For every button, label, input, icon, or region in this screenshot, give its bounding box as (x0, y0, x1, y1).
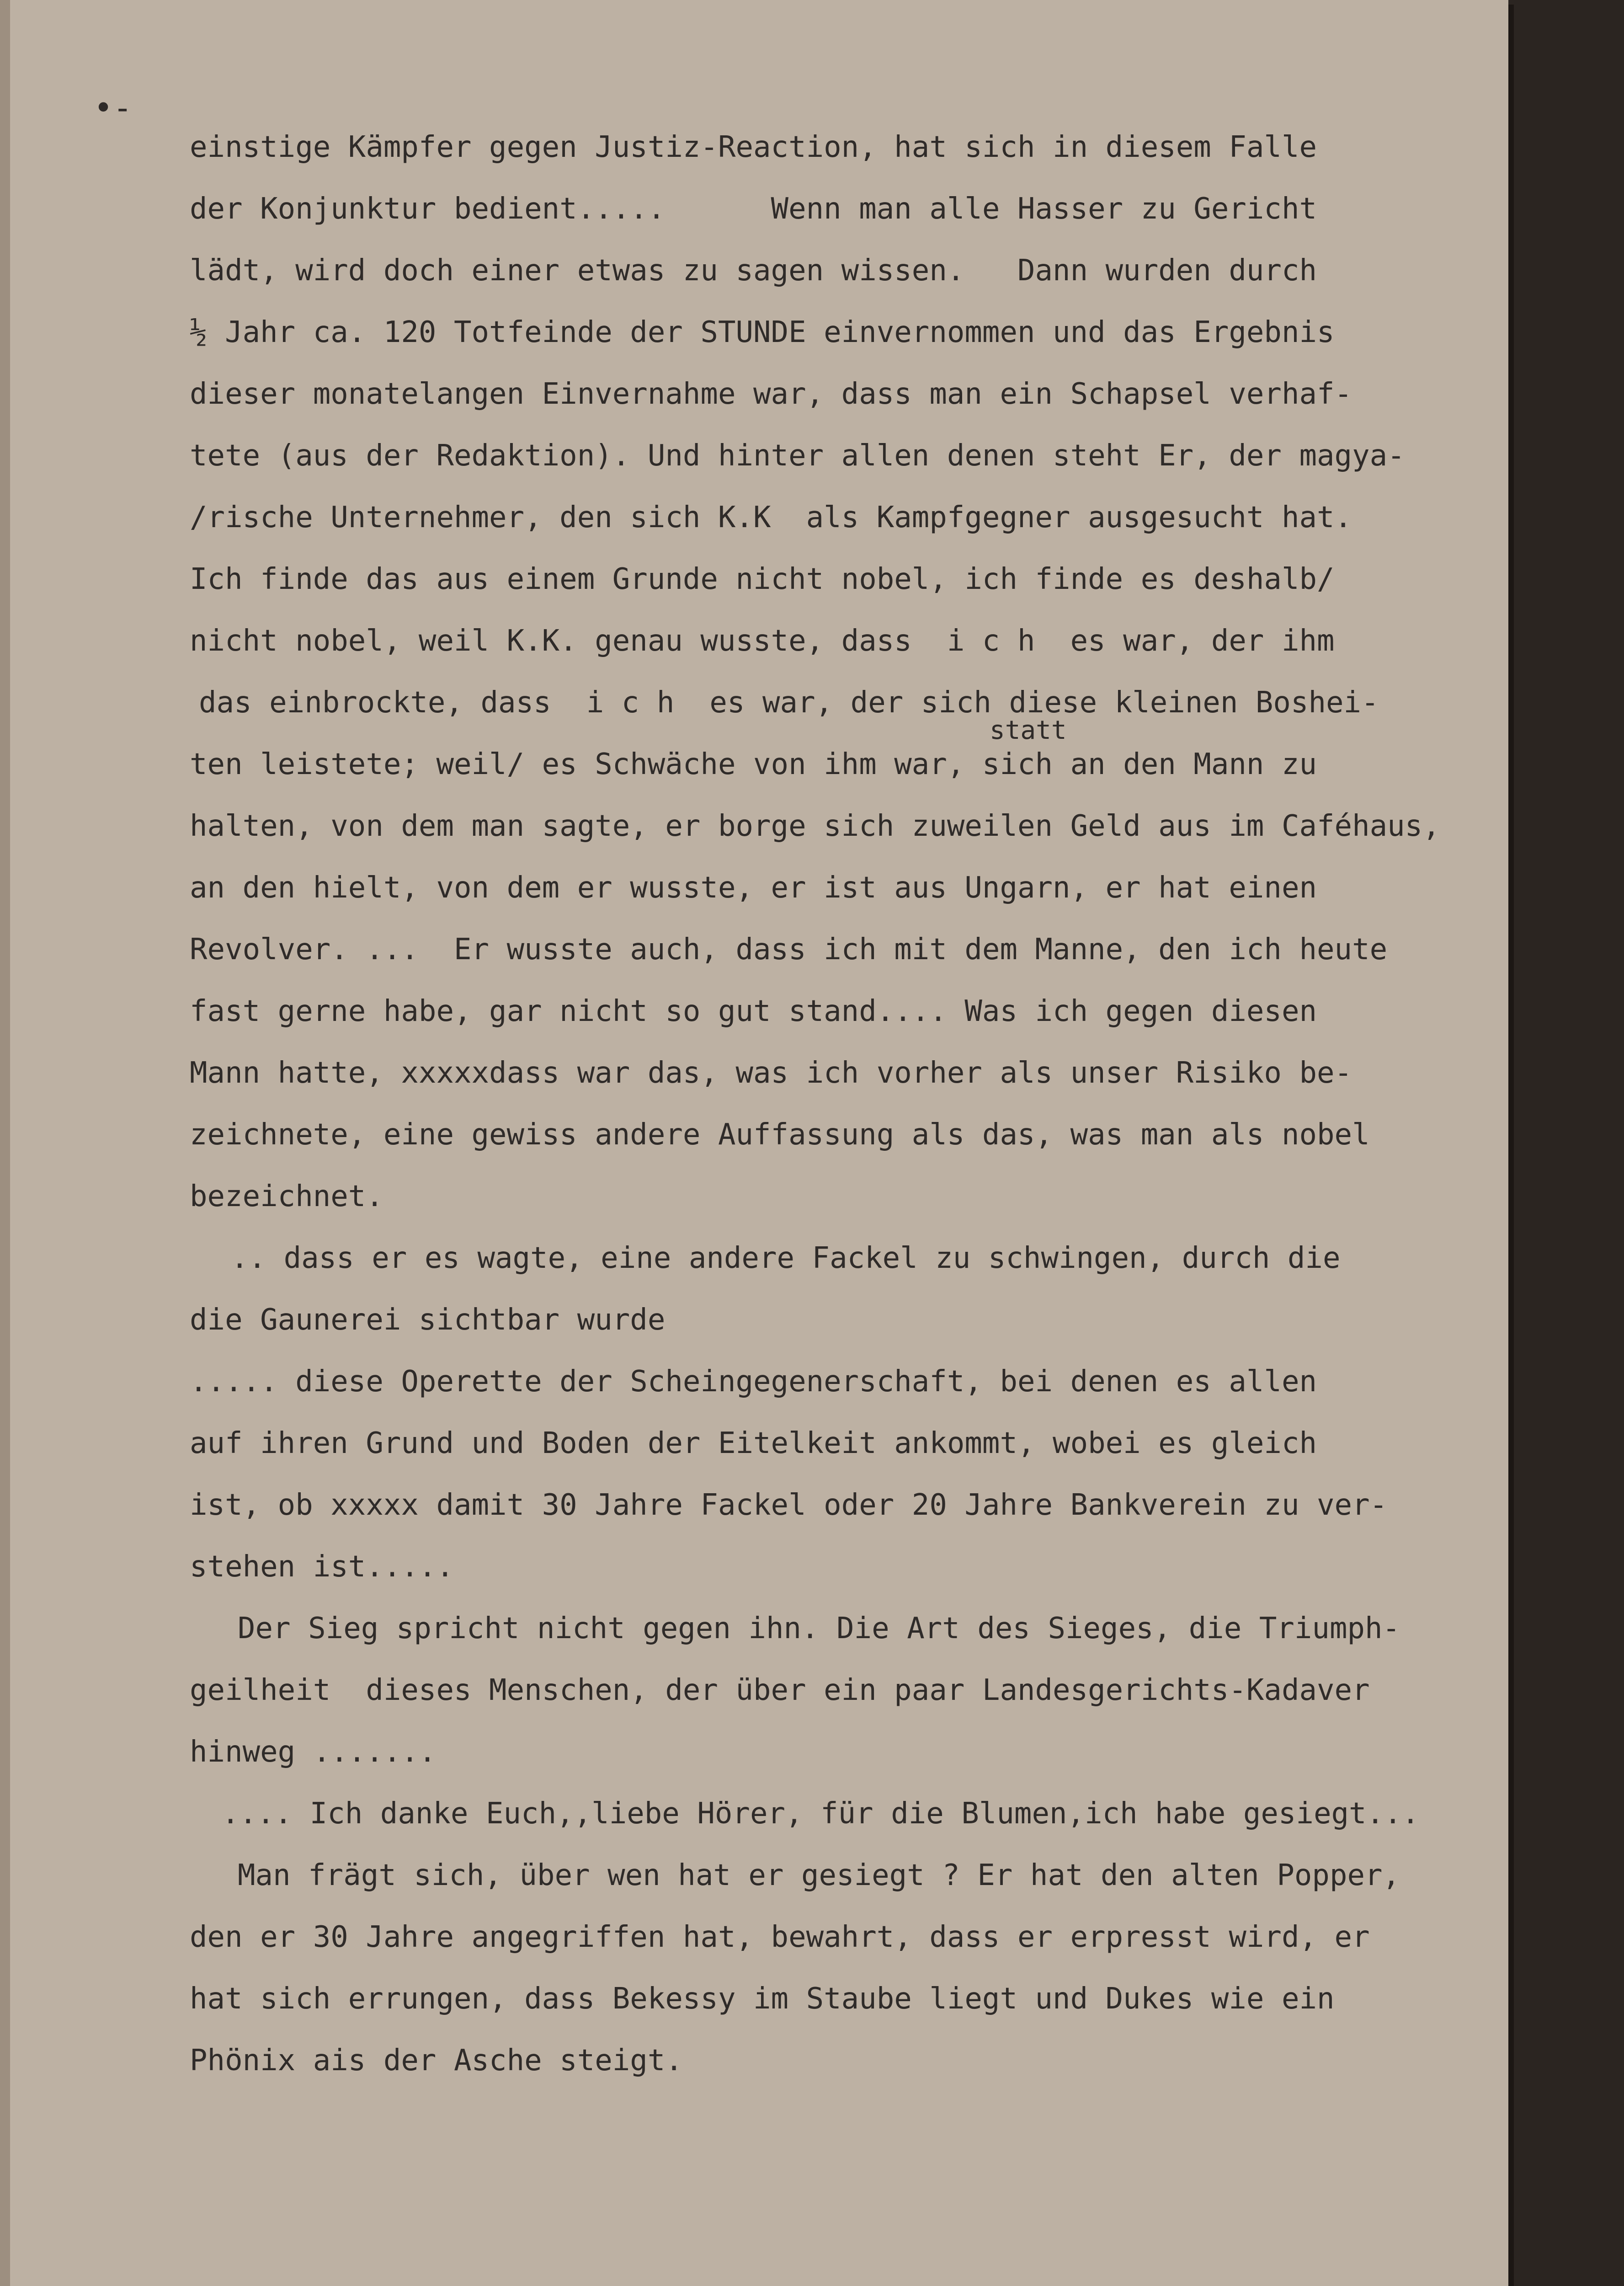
text-line: .... Ich danke Euch,,liebe Hörer, für die Blumen,ich habe gesiegt... (222, 1797, 1420, 1831)
text-line: tete (aus der Redaktion). Und hinter allen denen steht Er, der magya- (190, 439, 1405, 473)
text-line: nicht nobel, weil K.K. genau wusste, dass i c h es war, der ihm (190, 624, 1335, 658)
text-line: dieser monatelangen Einvernahme war, dass man ein Schapsel verhaf- (190, 377, 1352, 411)
text-line: ist, ob xxxxx damit 30 Jahre Fackel oder 20 Jahre Bankverein zu ver- (190, 1488, 1388, 1522)
text-line: ..... diese Operette der Scheingegenerschaft, bei denen es allen (190, 1365, 1317, 1399)
text-line: Phönix ais der Asche steigt. (190, 2044, 683, 2078)
text-line: Der Sieg spricht nicht gegen ihn. Die Art des Sieges, die Triumph- (238, 1612, 1400, 1645)
text-line: Revolver. ... Er wusste auch, dass ich mit dem Manne, den ich heute (190, 933, 1388, 967)
text-line: bezeichnet. (190, 1180, 383, 1213)
text-line: hat sich errungen, dass Bekessy im Staube liegt und Dukes wie ein (190, 1982, 1335, 2016)
text-line: zeichnete, eine gewiss andere Auffassung als das, was man als nobel (190, 1118, 1370, 1152)
text-line: lädt, wird doch einer etwas zu sagen wissen. Dann wurden durch (190, 254, 1317, 288)
text-line: stehen ist..... (190, 1550, 454, 1584)
interlinear-correction: statt (990, 716, 1067, 745)
text-line: .. dass er es wagte, eine andere Fackel zu schwingen, durch die (231, 1241, 1341, 1275)
text-line: geilheit dieses Menschen, der über ein paar Landesgerichts-Kadaver (190, 1673, 1370, 1707)
text-line: auf ihren Grund und Boden der Eitelkeit ankommt, wobei es gleich (190, 1426, 1317, 1460)
text-line: halten, von dem man sagte, er borge sich zuweilen Geld aus im Caféhaus, (190, 809, 1440, 843)
text-line: einstige Kämpfer gegen Justiz-Reaction, hat sich in diesem Falle (190, 130, 1317, 164)
text-line: Man frägt sich, über wen hat er gesiegt ? Er hat den alten Popper, (238, 1859, 1400, 1892)
corner-mark: •- (94, 89, 133, 127)
text-line: ½ Jahr ca. 120 Totfeinde der STUNDE einvernommen und das Ergebnis (190, 315, 1335, 349)
text-line: die Gaunerei sichtbar wurde (190, 1303, 666, 1337)
text-line: das einbrockte, dass i c h es war, der sich diese kleinen Boshei- (199, 686, 1379, 720)
text-line: an den hielt, von dem er wusste, er ist aus Ungarn, er hat einen (190, 871, 1317, 905)
text-line: der Konjunktur bedient..... Wenn man alle Hasser zu Gericht (190, 192, 1317, 226)
text-line: fast gerne habe, gar nicht so gut stand.... Was ich gegen diesen (190, 994, 1317, 1028)
text-line: /rische Unternehmer, den sich K.K als Kampfgegner ausgesucht hat. (190, 501, 1352, 534)
text-line: ten leistete; weil/ es Schwäche von ihm war, sich an den Mann zu (190, 748, 1317, 781)
text-line: den er 30 Jahre angegriffen hat, bewahrt, dass er erpresst wird, er (190, 1920, 1370, 1954)
text-line: Mann hatte, xxxxxdass war das, was ich vorher als unser Risiko be- (190, 1056, 1352, 1090)
text-line: hinweg ....... (190, 1735, 437, 1769)
text-line: Ich finde das aus einem Grunde nicht nobel, ich finde es deshalb/ (190, 562, 1335, 596)
